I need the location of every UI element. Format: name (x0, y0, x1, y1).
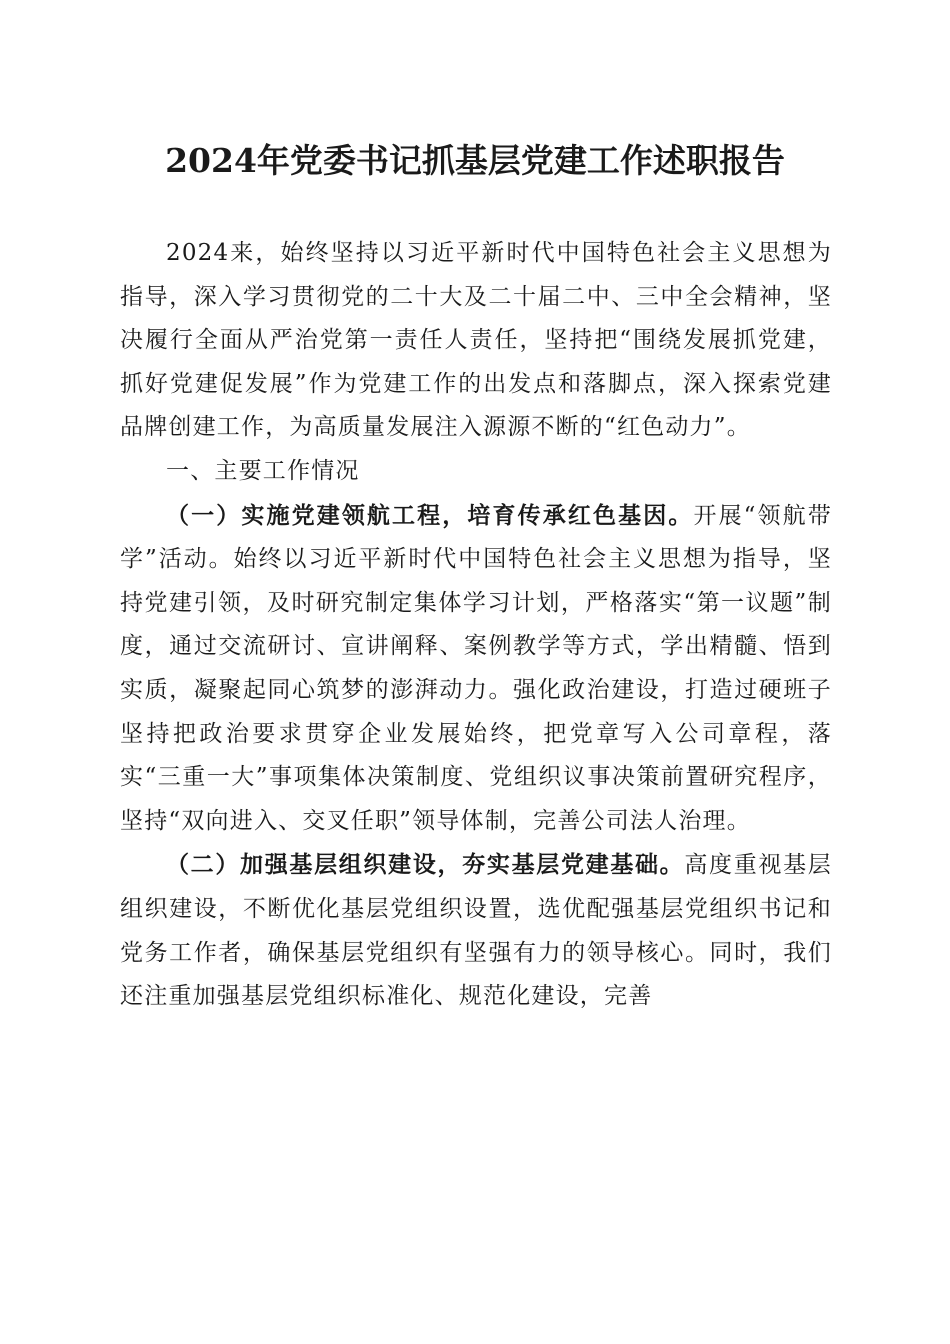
item-1-paragraph (120, 494, 832, 844)
document-body (120, 232, 832, 1019)
item-2-lead: （二）加强基层组织建设，夯实基层党建基础。 (166, 851, 685, 879)
item-2-paragraph (120, 843, 832, 1018)
intro-paragraph: 2024来，始终坚持以习近平新时代中国特色社会主义思想为指导，深入学习贯彻党的二十大及二十届二中、三中全会精神，坚决履行全面从严治党第一责任人责任，坚持把“围绕发展抓党建，抓好党建促发展”作为党建工作的出发点和落脚点，深入探索党建品牌创建工作，为高质量发展注入源源不断的“红色动力”。 (120, 240, 832, 441)
item-1-lead: （一）实施党建领航工程，培育传承红色基因。 (166, 501, 694, 529)
item-1-body: 开展“领航带学”活动。始终以习近平新时代中国特色社会主义思想为指导，坚持党建引领，及时研究制定集体学习计划，严格落实“第一议题”制度，通过交流研讨、宣讲阐释、案例教学等方式，学出精髓、悟到实质，凝聚起同心筑梦的澎湃动力。强化政治建设，打造过硬班子坚持把政治要求贯穿企业发展始终，把党章写入公司章程，落实“三重一大”事项集体决策制度、党组织议事决策前置研究程序，坚持“双向进入、交叉任职”领导体制，完善公司法人治理。 (120, 502, 832, 834)
item-2-body: 高度重视基层组织建设，不断优化基层党组织设置，选优配强基层党组织书记和党务工作者，确保基层党组织有坚强有力的领导核心。同时，我们还注重加强基层党组织标准化、规范化建设，完善 (120, 852, 832, 1010)
section-heading-main-work: 一、主要工作情况 (166, 457, 360, 484)
document-title: 2024年党委书记抓基层党建工作述职报告 (165, 141, 785, 180)
